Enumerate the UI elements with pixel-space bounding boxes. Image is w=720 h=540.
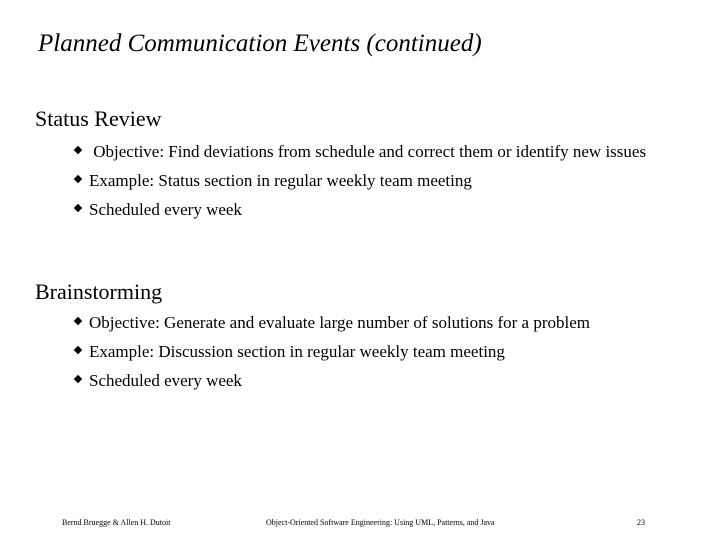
brainstorming-bullet-list <box>74 312 674 399</box>
diamond-bullet-icon <box>74 146 82 154</box>
diamond-bullet-icon <box>74 204 82 212</box>
status-review-bullet-list <box>74 141 674 228</box>
diamond-bullet-icon <box>74 317 82 325</box>
bullet-text: Example: Discussion section in regular weekly team meeting <box>89 342 505 361</box>
bullet-text: Example: Status section in regular weekly team meeting <box>89 171 472 190</box>
bullet-item <box>74 370 674 391</box>
bullet-text: Scheduled every week <box>89 200 242 219</box>
bullet-item <box>74 341 674 362</box>
diamond-bullet-icon <box>74 375 82 383</box>
footer-book-title: Object-Oriented Software Engineering: Using UML, Patterns, and Java <box>266 518 495 527</box>
bullet-item <box>74 312 674 333</box>
bullet-text: Objective: Find deviations from schedule and correct them or identify new issues <box>89 142 647 161</box>
diamond-bullet-icon <box>74 346 82 354</box>
bullet-item <box>74 170 674 191</box>
section-heading-status-review: Status Review <box>35 106 162 131</box>
bullet-text: Objective: Generate and evaluate large number of solutions for a problem <box>89 313 591 332</box>
bullet-text: Scheduled every week <box>89 371 242 390</box>
slide-title: Planned Communication Events (continued) <box>38 30 482 57</box>
bullet-item <box>74 199 674 220</box>
diamond-bullet-icon <box>74 175 82 183</box>
bullet-item <box>74 141 674 162</box>
section-heading-brainstorming: Brainstorming <box>35 279 163 304</box>
footer-authors: Bernd Bruegge & Allen H. Dutoit <box>62 518 171 527</box>
footer-page-number: 23 <box>637 518 645 527</box>
